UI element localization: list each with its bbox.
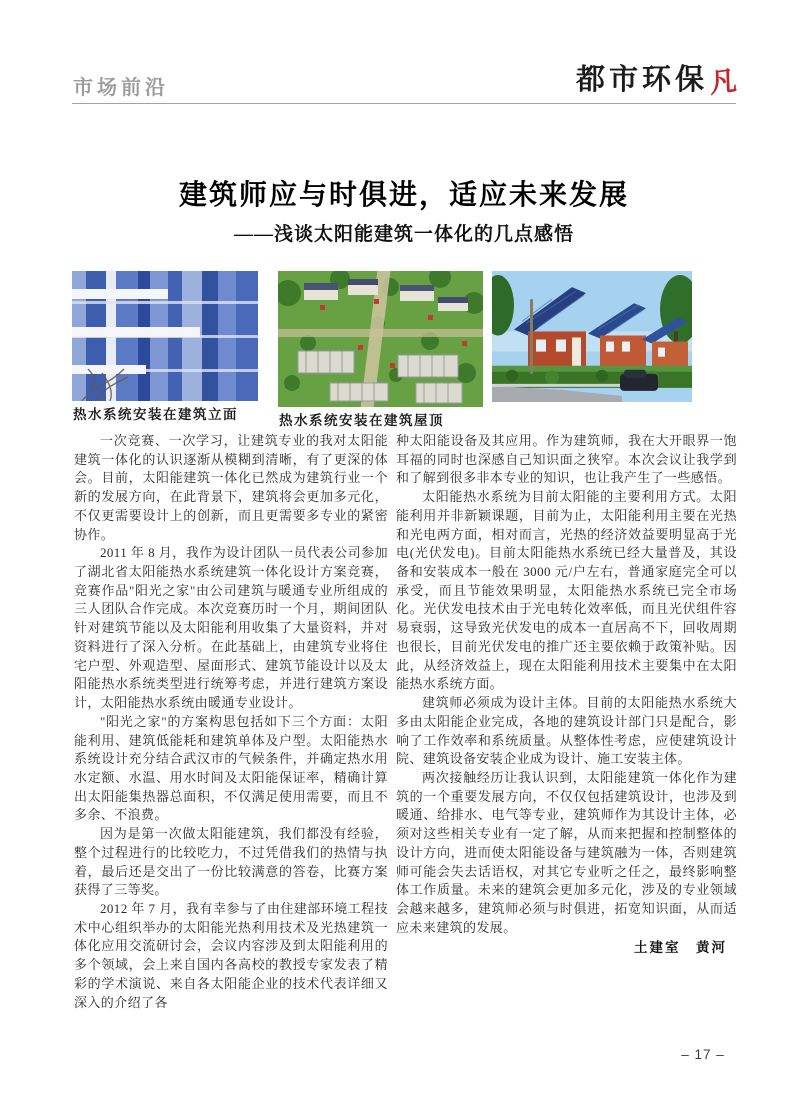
article-subtitle: ——浅谈太阳能建筑一体化的几点感悟 bbox=[233, 224, 574, 245]
page-number: – 17 – bbox=[681, 1047, 725, 1062]
article-paragraph: 建筑师必须成为设计主体。目前的太阳能热水系统大多由太阳能企业完成，各地的建筑设计部门只是配合，影响了工作效率和系统质量。从整体性考虑，应使建筑设计院、建筑设备安装企业成为设计、施工安装主体。 bbox=[396, 695, 737, 767]
article-paragraph: 因为是第一次做太阳能建筑，我们都没有经验，整个过程进行的比较吃力，不过凭借我们的热情与执着，最后还是交出了一份比较满意的答卷，比赛方案获得了三等奖。 bbox=[74, 826, 388, 898]
street-photo-illustration bbox=[492, 271, 692, 402]
aerial-photo bbox=[278, 271, 483, 407]
article-paragraph: 太阳能热水系统为目前太阳能的主要利用方式。太阳能利用并非新颖课题，目前为止，太阳能利用主要在光热和光电两方面，相对而言，光热的经济效益要明显高于光电(光伏发电)。目前太阳能热水系统已经大量普及，其设备和安装成本一般在 3000 元/户左右，普通家庭完全可以承受，而且节能效果明显，太阳能热水系统已完全市场化。光伏发电技术由于光电转化效率低，而且光伏组件容易衰弱，这导致光伏发电的成本一直居高不下，回收周期也很长，目前光伏发电的推广还主要依赖于政策补贴。因此，从经济效益上，现在太阳能利用技术主要集中在太阳能热水系统方面。 bbox=[396, 489, 737, 692]
section-label: 市场前沿 bbox=[73, 77, 169, 99]
article-title: 建筑师应与时俱进，适应未来发展 bbox=[178, 180, 629, 211]
aerial-photo-caption: 热水系统安装在建筑屋顶 bbox=[279, 413, 444, 428]
article-paragraph: 一次竞赛、一次学习，让建筑专业的我对太阳能建筑一体化的认识逐渐从模糊到清晰，有了更深的体会。目前，太阳能建筑一体化已然成为建筑行业一个新的发展方向，在此背景下，建筑将会更加多元化，不仅更需要设计上的创新，而且更需要多专业的紧密协作。 bbox=[74, 433, 388, 542]
brand-seal-icon: 凡 bbox=[709, 65, 738, 99]
article-paragraph: 两次接触经历让我认识到，太阳能建筑一体化作为建筑的一个重要发展方向，不仅仅包括建筑设计，也涉及到暖通、给排水、电气等专业，建筑师作为其设计主体，必须对这些相关专业有一定了解，从而来把握和控制整体的设计方向，进而使太阳能设备与建筑融为一体，否则建筑师可能会失去话语权，对其它专业听之任之，最终影响整体工作质量。未来的建筑会更加多元化，涉及的专业领域会越来越多，建筑师必须与时俱进，拓宽知识面，从而适应未来建筑的发展。 bbox=[396, 769, 737, 935]
article-paragraph: "阳光之家"的方案构思包括如下三个方面：太阳能利用、建筑低能耗和建筑单体及户型。太阳能热水系统设计充分结合武汉市的气候条件，并确定热水用水定额、水温、用水时间及太阳能保证率，精确计算出太阳能集热器总面积，不仅满足使用需要，而且不多余、不浪费。 bbox=[74, 713, 388, 823]
article-paragraph: 2011 年 8 月，我作为设计团队一员代表公司参加了湖北省太阳能热水系统建筑一体化设计方案竞赛，竞赛作品"阳光之家"由公司建筑与暖通专业所组成的三人团队合作完成。本次竞赛历时一个月，期间团队针对建筑节能以及太阳能利用收集了大量资料，并对资料进行了深入分析。在此基础上，由建筑专业将住宅户型、外观造型、屋面形式、建筑节能设计以及太阳能热水系统类型进行统筹考虑，并进行建筑方案设计，太阳能热水系统由暖通专业设计。 bbox=[74, 545, 388, 711]
author-byline: 土建室 黄河 bbox=[634, 940, 727, 956]
street-photo bbox=[492, 271, 692, 402]
article-right-column bbox=[396, 432, 737, 958]
facade-photo-illustration bbox=[72, 271, 258, 401]
article-left-column bbox=[74, 432, 388, 1012]
facade-photo-caption: 热水系统安装在建筑立面 bbox=[73, 407, 238, 422]
facade-photo bbox=[72, 271, 258, 401]
magazine-brand bbox=[575, 64, 738, 99]
article-paragraph: 2012 年 7 月，我有幸参与了由住建部环境工程技术中心组织举办的太阳能光热利用技术及光热建筑一体化应用交流研讨会，会议内容涉及到太阳能利用的多个领域，会上来自国内各高校的教授专家发表了精彩的学术演说、来自各太阳能企业的技术代表详细又深入的介绍了各 bbox=[74, 900, 388, 1010]
header-divider bbox=[72, 103, 736, 104]
aerial-photo-illustration bbox=[278, 271, 483, 407]
article-paragraph: 种太阳能设备及其应用。作为建筑师，我在大开眼界一饱耳福的同时也深感自己知识面之狭窄。本次会议让我学到和了解到很多非本专业的知识，也让我产生了一些感悟。 bbox=[396, 433, 737, 486]
brand-name: 都市环保 bbox=[575, 64, 708, 96]
